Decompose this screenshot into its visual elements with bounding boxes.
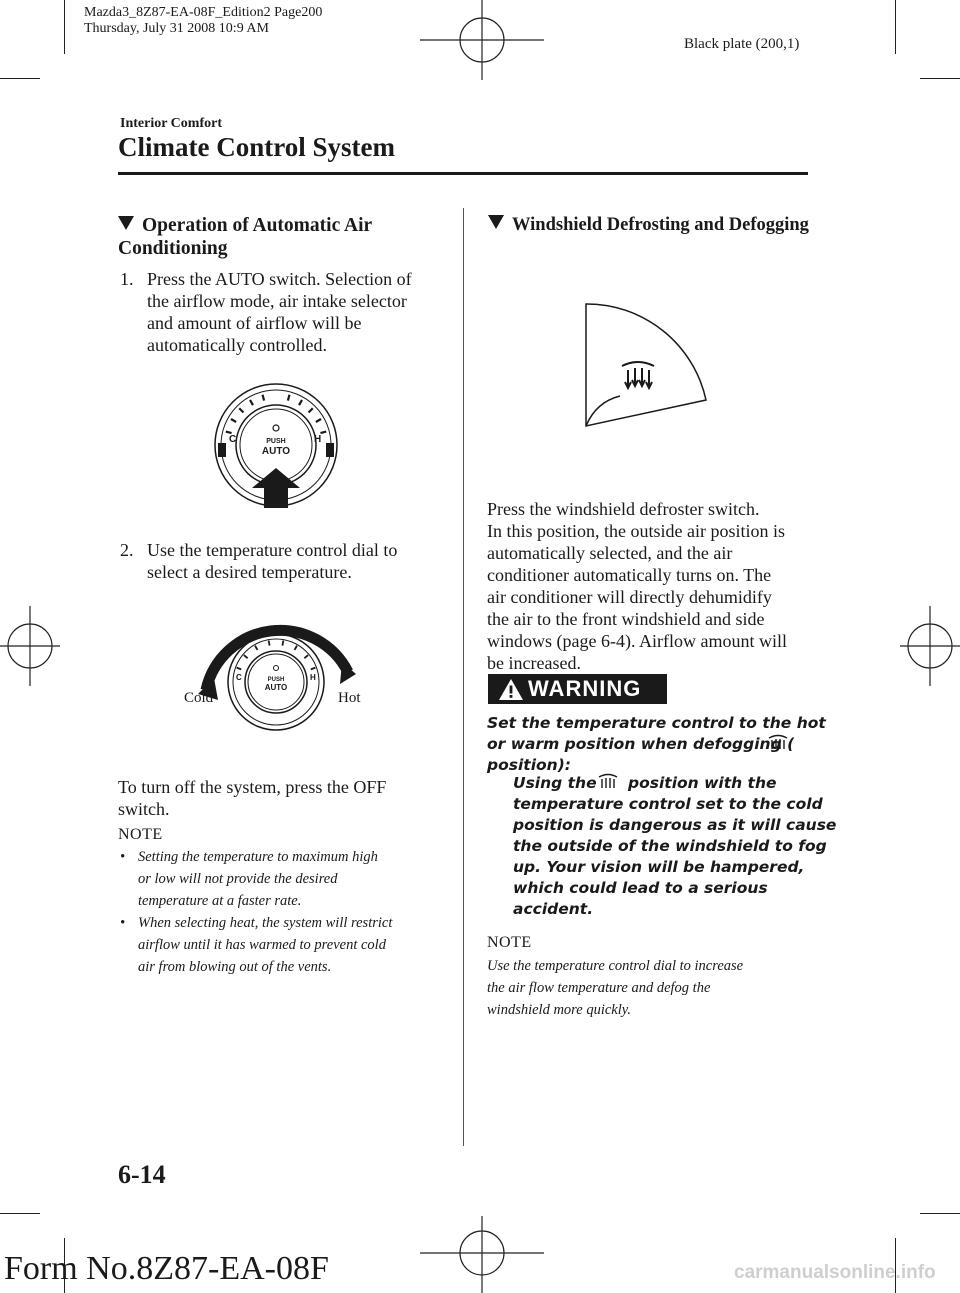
defrost-paragraph-line: automatically selected, and the air bbox=[487, 543, 733, 563]
switch-panel-outline bbox=[586, 304, 706, 426]
defroster-icon-inline bbox=[597, 773, 619, 791]
defrost-paragraph-line: Press the windshield defroster switch. bbox=[487, 499, 760, 519]
plate-label: Black plate (200,1) bbox=[684, 36, 800, 52]
bullet-icon: • bbox=[120, 915, 126, 931]
heading-text: Windshield Defrosting and Defogging bbox=[512, 215, 809, 235]
defroster-icon bbox=[622, 362, 654, 388]
registration-mark-top bbox=[420, 0, 544, 80]
warning-line: Set the temperature control to the hot bbox=[487, 714, 826, 732]
auto-dial-figure bbox=[208, 380, 344, 510]
note-title: NOTE bbox=[487, 934, 532, 951]
warning-line: or warm position when defogging ( bbox=[487, 735, 795, 753]
warning-triangle-icon bbox=[498, 678, 524, 701]
note-line: the air flow temperature and defog the bbox=[487, 980, 711, 996]
dial-c-text: C bbox=[236, 673, 242, 682]
triangle-marker-icon bbox=[488, 215, 504, 229]
off-instruction-line: switch. bbox=[118, 799, 170, 819]
dial-push-text: PUSH bbox=[267, 677, 285, 683]
note-line: or low will not provide the desired bbox=[138, 871, 338, 887]
dial-h-text: H bbox=[310, 673, 316, 682]
warning-indent-line: which could lead to a serious bbox=[513, 879, 768, 897]
dial-push-text: PUSH bbox=[266, 438, 286, 445]
date-info-line: Thursday, July 31 2008 10:9 AM bbox=[84, 21, 269, 36]
note-line: air from blowing out of the vents. bbox=[138, 959, 332, 975]
watermark: carmanualsonline.info bbox=[734, 1262, 936, 1283]
triangle-marker-icon bbox=[118, 216, 134, 230]
defroster-icon-inline bbox=[767, 734, 789, 752]
title-rule bbox=[118, 172, 808, 175]
file-info-line: Mazda3_8Z87-EA-08F_Edition2 Page200 bbox=[84, 5, 323, 20]
off-instruction-line: To turn off the system, press the OFF bbox=[118, 777, 387, 797]
warning-indent-line: the outside of the windshield to fog bbox=[513, 837, 827, 855]
defroster-switch-figure bbox=[578, 298, 718, 432]
crop-mark bbox=[920, 78, 960, 79]
note-line: Use the temperature control dial to increase bbox=[487, 958, 744, 974]
warning-badge bbox=[488, 674, 667, 704]
temperature-dial-figure bbox=[180, 612, 380, 742]
step-1-line: the airflow mode, air intake selector bbox=[147, 291, 407, 311]
dial-h-text: H bbox=[314, 434, 322, 445]
step-1-line: automatically controlled. bbox=[147, 335, 327, 355]
crop-mark bbox=[0, 1213, 40, 1214]
note-line: When selecting heat, the system will restrict bbox=[138, 915, 393, 931]
step-2-line: Use the temperature control dial to bbox=[147, 540, 398, 560]
left-heading bbox=[118, 214, 438, 260]
step-2-line: select a desired temperature. bbox=[147, 562, 352, 582]
warning-indent-line: temperature control set to the cold bbox=[513, 795, 823, 813]
warning-indent-line: accident. bbox=[513, 900, 594, 918]
step-1-line: Press the AUTO switch. Selection of bbox=[147, 269, 412, 289]
note-line: windshield more quickly. bbox=[487, 1002, 632, 1018]
defrost-paragraph-line: conditioner automatically turns on. The bbox=[487, 565, 772, 585]
note-title: NOTE bbox=[118, 826, 163, 843]
note-line: Setting the temperature to maximum high bbox=[138, 849, 378, 865]
registration-mark-right bbox=[900, 606, 960, 686]
crop-mark bbox=[920, 1213, 960, 1214]
step-number: 1. bbox=[120, 269, 134, 289]
right-heading bbox=[488, 214, 809, 237]
warning-indent-line: up. Your vision will be hampered, bbox=[513, 858, 805, 876]
hot-label: Hot bbox=[338, 690, 361, 706]
press-arrow-icon bbox=[252, 468, 300, 508]
warning-indent-line: position with the bbox=[628, 774, 777, 792]
crop-mark bbox=[895, 0, 896, 54]
dial-auto-text: AUTO bbox=[264, 683, 288, 692]
defrost-paragraph-line: In this position, the outside air position is bbox=[487, 521, 785, 541]
bullet-icon: • bbox=[120, 849, 126, 865]
registration-mark-bottom bbox=[420, 1216, 544, 1293]
note-line: airflow until it has warmed to prevent cold bbox=[138, 937, 386, 953]
defrost-paragraph-line: air conditioner will directly dehumidify bbox=[487, 587, 772, 607]
registration-mark-left bbox=[0, 606, 60, 686]
defrost-paragraph-line: be increased. bbox=[487, 653, 581, 673]
step-number: 2. bbox=[120, 540, 134, 560]
dial-auto-text: AUTO bbox=[261, 446, 291, 457]
defrost-paragraph-line: the air to the front windshield and side bbox=[487, 609, 765, 629]
step-1-line: and amount of airflow will be bbox=[147, 313, 362, 333]
warning-label: WARNING bbox=[528, 676, 642, 701]
form-number: Form No.8Z87-EA-08F bbox=[4, 1250, 329, 1287]
warning-indent-line: Using the bbox=[513, 774, 597, 792]
warning-indent-line: position is dangerous as it will cause bbox=[513, 816, 837, 834]
section-label: Interior Comfort bbox=[120, 116, 222, 131]
warning-line: position): bbox=[487, 756, 571, 774]
defrost-paragraph-line: windows (page 6-4). Airflow amount will bbox=[487, 631, 787, 651]
note-line: temperature at a faster rate. bbox=[138, 893, 302, 909]
column-divider bbox=[463, 208, 464, 1146]
heading-text: Operation of Automatic Air Conditioning bbox=[118, 215, 372, 259]
dial-c-text: C bbox=[229, 434, 237, 445]
crop-mark bbox=[64, 0, 65, 54]
page-number: 6-14 bbox=[118, 1160, 166, 1189]
cold-label: Cold bbox=[184, 690, 214, 706]
page-title: Climate Control System bbox=[118, 132, 395, 162]
crop-mark bbox=[0, 78, 40, 79]
